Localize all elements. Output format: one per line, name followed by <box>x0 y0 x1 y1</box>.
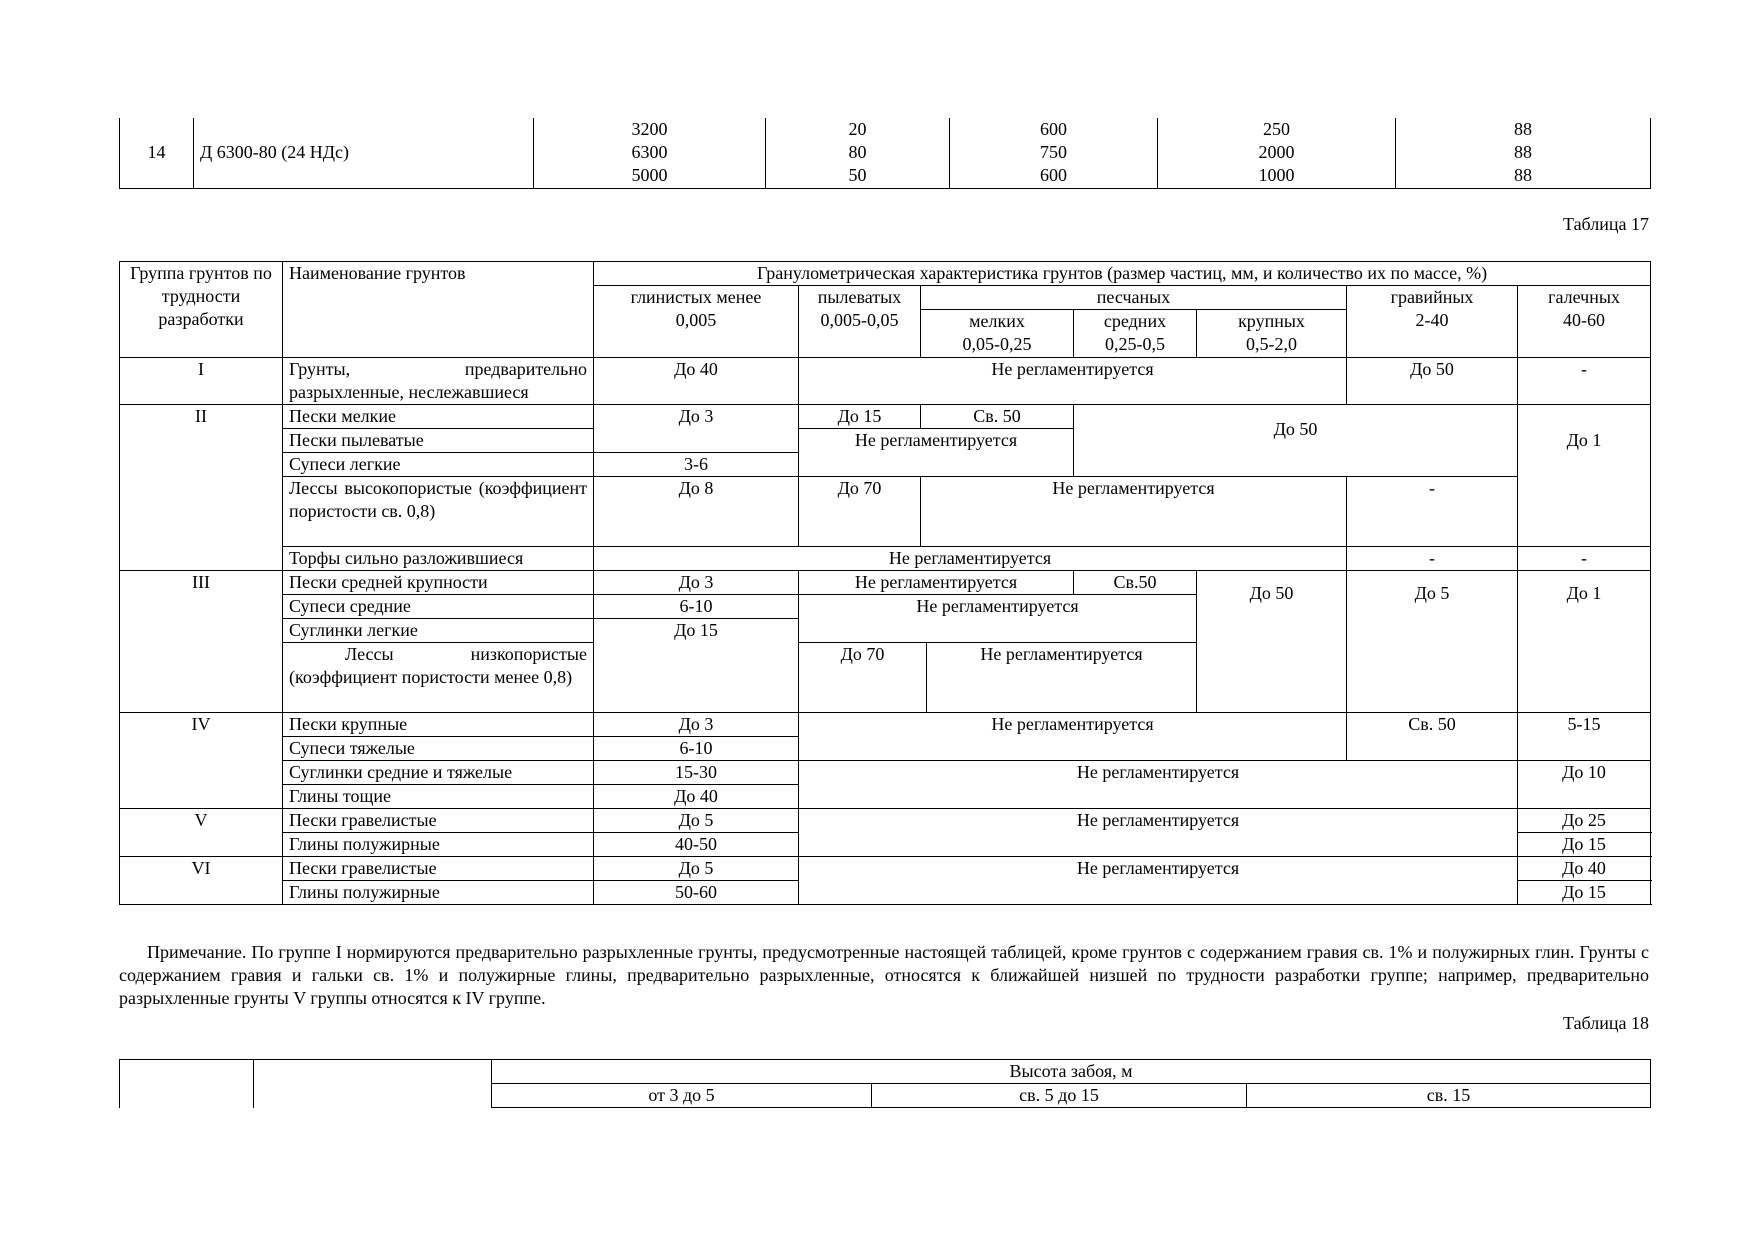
cell: До 40 <box>594 785 799 809</box>
cell: До 1 <box>1518 405 1651 547</box>
header-sand: песчаных <box>921 286 1347 310</box>
soil-name: Пески средней крупности <box>283 571 594 595</box>
header-range: св. 15 <box>1247 1084 1651 1108</box>
soil-name: Глины полужирные <box>283 833 594 857</box>
soil-name: Пески мелкие <box>283 405 594 429</box>
soil-name: Лессы высокопористые (коэффициент пористости св. 0,8) <box>283 477 594 547</box>
cell: До 25 <box>1518 809 1651 833</box>
cell: До 15 <box>1518 833 1651 857</box>
header-granulometric: Гранулометрическая характеристика грунтов (размер частиц, мм, и количество их по массе, %) <box>594 262 1651 286</box>
cell: Не регламентируется <box>799 713 1347 761</box>
cell: - <box>1347 547 1518 571</box>
cell: До 15 <box>594 619 799 713</box>
cell: 40-50 <box>594 833 799 857</box>
soil-name: Пески гравелистые <box>283 857 594 881</box>
header-gravel: гравийных 2-40 <box>1347 286 1518 358</box>
group-label: III <box>120 571 283 713</box>
soil-name: Торфы сильно разложившиеся <box>283 547 594 571</box>
header-sand-fine: мелких 0,05-0,25 <box>921 310 1074 358</box>
cell: - <box>1518 358 1651 405</box>
soil-name: Грунты, предварительно разрыхленные, неслежавшиеся <box>283 358 594 405</box>
group-label: VI <box>120 857 283 905</box>
soil-name: Глины полужирные <box>283 881 594 905</box>
cell: До 3 <box>594 571 799 595</box>
cell: 15-30 <box>594 761 799 785</box>
header-group: Группа грунтов по трудности разработки <box>120 262 283 358</box>
soil-name: Супеси легкие <box>283 453 594 477</box>
cell: Не регламентируется <box>921 477 1347 547</box>
table-row <box>120 405 1651 429</box>
soil-name: Пески пылеватые <box>283 429 594 453</box>
header-empty-1 <box>120 1060 254 1108</box>
cell-col6: 250 2000 1000 <box>1158 118 1396 188</box>
cell-col7: 88 88 88 <box>1396 118 1651 188</box>
cell: До 8 <box>594 477 799 547</box>
cell: 5-15 <box>1518 713 1651 761</box>
table17-note: Примечание. По группе I нормируются предварительно разрыхленные грунты, предусмотренные настоящей таблицей, кроме грунтов с содержанием гравия св. 1% и полужирных глин. Грунты с содержанием гравия и гальки св. 1% и полужирные глины, предварительно разрыхленные, относятся к ближайшей низшей по трудности разработки группе; например, предварительно разрыхленные грунты V группы относятся к IV группе. <box>119 942 1649 1008</box>
table-row <box>120 547 1651 571</box>
cell: Св. 50 <box>921 405 1074 429</box>
cell: Не регламентируется <box>799 809 1518 857</box>
table-row <box>120 809 1651 833</box>
table-row <box>120 477 1651 547</box>
cell: До 50 <box>1347 358 1518 405</box>
group-label: II <box>120 405 283 571</box>
group-label: I <box>120 358 283 405</box>
table18-caption: Таблица 18 <box>1563 1013 1649 1033</box>
cell-col5: 600 750 600 <box>950 118 1158 188</box>
row-name: Д 6300-80 (24 НДс) <box>194 118 534 188</box>
cell: - <box>1347 477 1518 547</box>
cell: До 1 <box>1518 571 1651 713</box>
cell: До 3 <box>594 713 799 737</box>
table17-caption: Таблица 17 <box>1563 214 1649 234</box>
table-17 <box>119 261 1651 905</box>
cell: 6-10 <box>594 737 799 761</box>
cell: 50-60 <box>594 881 799 905</box>
cell: До 50 <box>1074 405 1518 477</box>
header-clay: глинистых менее 0,005 <box>594 286 799 358</box>
cell: Св. 50 <box>1347 713 1518 761</box>
header-height: Высота забоя, м <box>492 1060 1651 1084</box>
header-range: от 3 до 5 <box>492 1084 872 1108</box>
soil-name: Пески крупные <box>283 713 594 737</box>
cell: Не регламентируется <box>799 358 1347 405</box>
cell: До 15 <box>1518 881 1651 905</box>
header-row <box>120 262 1651 286</box>
cell: До 70 <box>799 477 921 547</box>
header-empty-2 <box>254 1060 492 1108</box>
cell-col3: 3200 6300 5000 <box>534 118 766 188</box>
cell: До 3 <box>594 405 799 453</box>
group-label: V <box>120 809 283 857</box>
cell: Не регламентируется <box>799 857 1518 905</box>
header-pebble: галечных 40-60 <box>1518 286 1651 358</box>
cell: До 5 <box>1347 571 1518 713</box>
cell: До 10 <box>1518 761 1651 809</box>
cell: До 15 <box>799 405 921 429</box>
cell: Не регламентируется <box>799 761 1518 809</box>
table-row <box>120 358 1651 405</box>
cell: До 50 <box>1197 571 1347 713</box>
cell: Не регламентируется <box>594 547 1347 571</box>
soil-name: Пески гравелистые <box>283 809 594 833</box>
cell: До 40 <box>1518 857 1651 881</box>
soil-name: Супеси тяжелые <box>283 737 594 761</box>
table-row <box>120 713 1651 737</box>
cell: До 5 <box>594 809 799 833</box>
cell: Не регламентируется <box>799 595 1197 643</box>
row-number: 14 <box>120 118 194 188</box>
table-18 <box>119 1059 1651 1108</box>
soil-name: Супеси средние <box>283 595 594 619</box>
header-name: Наименование грунтов <box>283 262 594 358</box>
cell: Не регламентируется <box>799 571 1074 595</box>
cell: До 70 <box>799 643 927 713</box>
cell: Не регламентируется <box>799 429 1074 477</box>
cell: До 40 <box>594 358 799 405</box>
soil-name: Глины тощие <box>283 785 594 809</box>
cell: До 5 <box>594 857 799 881</box>
table-row <box>120 857 1651 881</box>
continued-table <box>119 118 1651 189</box>
cell-col4: 20 80 50 <box>766 118 950 188</box>
group-label: IV <box>120 713 283 809</box>
cell: 3-6 <box>594 453 799 477</box>
soil-name: Лессы низкопористые (коэффициент пористости менее 0,8) <box>283 643 594 713</box>
table-row <box>120 761 1651 785</box>
cell: Св.50 <box>1074 571 1197 595</box>
cell: 6-10 <box>594 595 799 619</box>
header-sand-coarse: крупных 0,5-2,0 <box>1197 310 1347 358</box>
soil-name: Суглинки средние и тяжелые <box>283 761 594 785</box>
header-sand-mid: средних 0,25-0,5 <box>1074 310 1197 358</box>
table-row <box>120 118 1651 188</box>
header-silt: пылеватых 0,005-0,05 <box>799 286 921 358</box>
cell: - <box>1518 547 1651 571</box>
header-row <box>120 1060 1651 1084</box>
soil-name: Суглинки легкие <box>283 619 594 643</box>
header-range: св. 5 до 15 <box>872 1084 1247 1108</box>
table-row <box>120 571 1651 595</box>
cell: Не регламентируется <box>927 643 1197 713</box>
